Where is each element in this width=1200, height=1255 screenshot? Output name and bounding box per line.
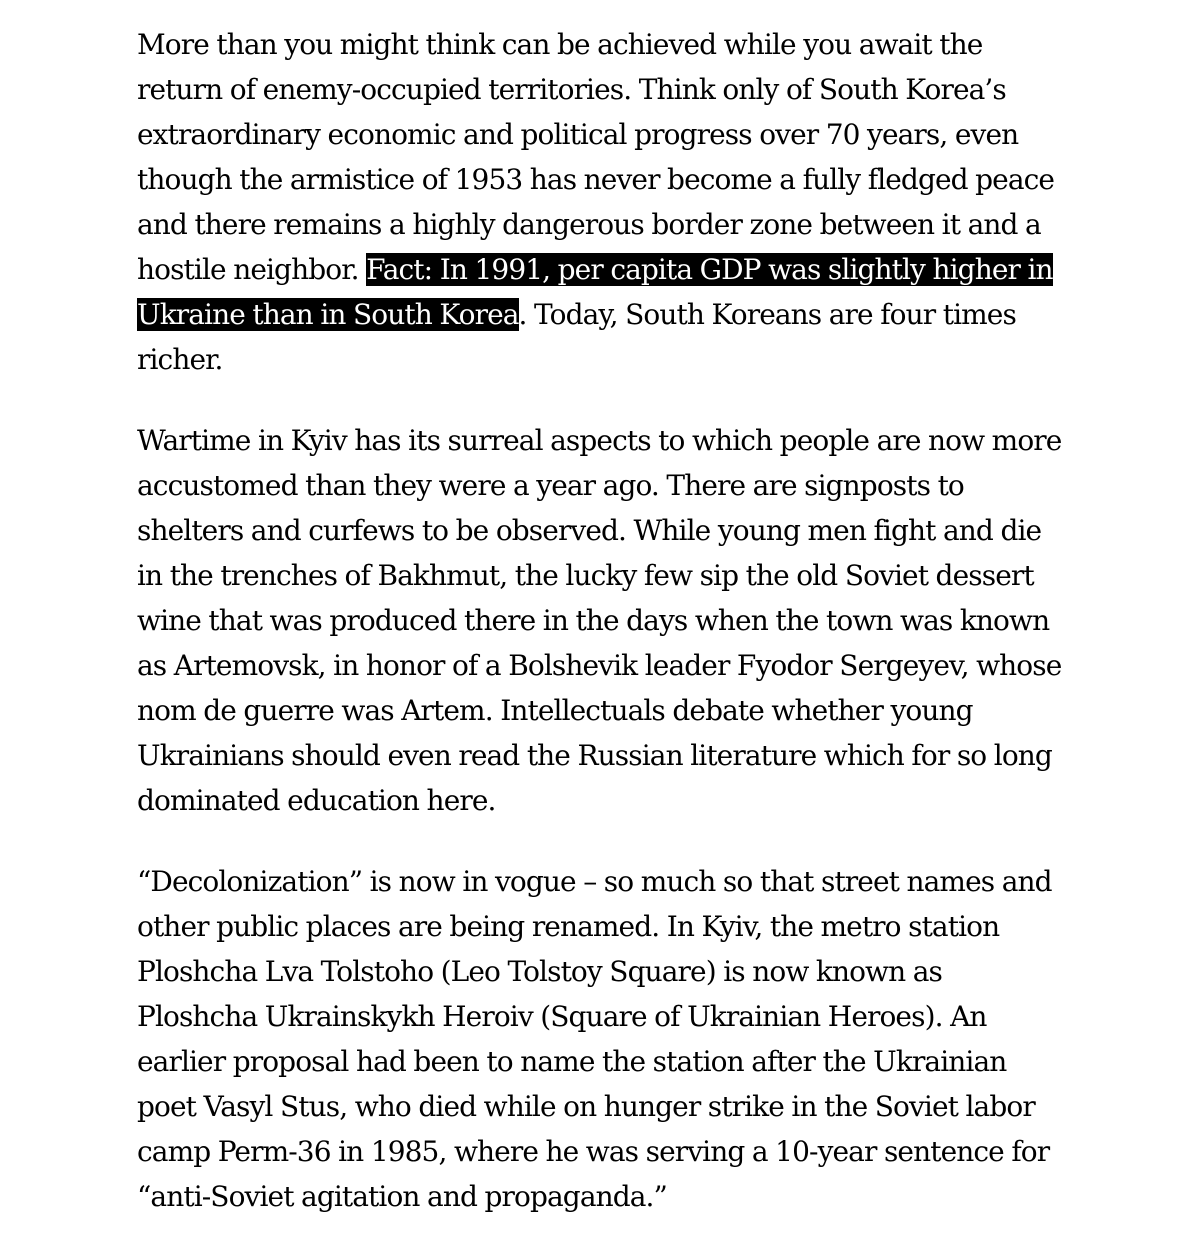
article-paragraph-3: “Decolonization” is now in vogue – so much so that street names and other public places are being renamed. In Kyiv, the metro station Ploshcha Lva Tolstoho (Leo Tolstoy Square) is now known as Ploshcha Ukrainskykh Heroiv (Square of Ukrainian Heroes). An earlier proposal had been to name the station after the Ukrainian poet Vasyl Stus, who died while on hunger strike in the Soviet labor camp Perm-36 in 1985, where he was serving a 10-year sentence for “anti-Soviet agitation and propaganda.” bbox=[137, 865, 1052, 1213]
article-body bbox=[137, 22, 1062, 1255]
article-paragraph-1 bbox=[137, 22, 1062, 382]
article-paragraph-2: Wartime in Kyiv has its surreal aspects to which people are now more accustomed than they were a year ago. There are signposts to shelters and curfews to be observed. While young men fight and die in the trenches of Bakhmut, the lucky few sip the old Soviet dessert wine that was produced there in the days when the town was known as Artemovsk, in honor of a Bolshevik leader Fyodor Sergeyev, whose nom de guerre was Artem. Intellectuals debate whether young Ukrainians should even read the Russian literature which for so long dominated education here. bbox=[137, 424, 1062, 817]
paragraph-1-text-before: More than you might think can be achieved while you await the return of enemy-occupied territories. Think only of South Korea’s extraordinary economic and political progress over 70 years, even though the armistice of 1953 has never become a fully fledged peace and there remains a highly dangerous border zone between it and a hostile neighbor. bbox=[137, 28, 1055, 286]
paragraph-1-text-after: . Today, South Koreans are four times richer. bbox=[137, 298, 1016, 376]
highlighted-text-selection[interactable]: Fact: In 1991, per capita GDP was slightly higher in Ukraine than in South Korea bbox=[137, 253, 1053, 331]
